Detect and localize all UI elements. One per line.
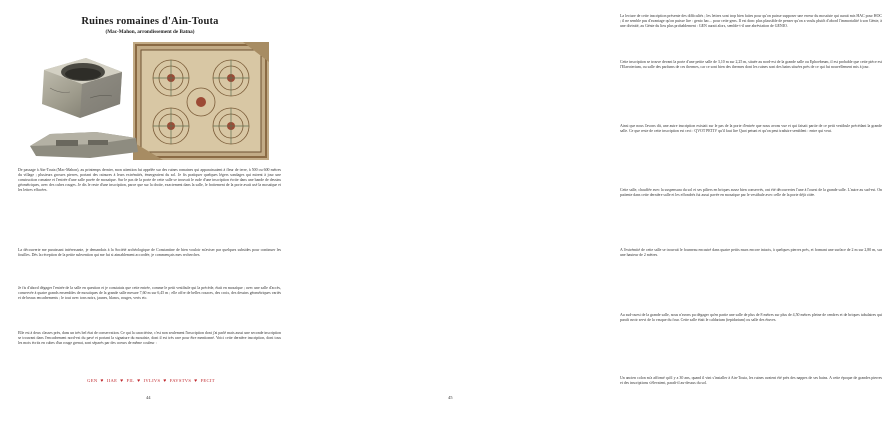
- heart-icon: ♥: [163, 379, 167, 384]
- right-page: [300, 0, 882, 424]
- left-paragraph-3: Je fis d'abord dégager l'entrée de la salle en question et je constatais que cette entrée, comme le petit vestibule qui la précède, était en mosaïque ; avec une salle d'accès, conservée à quatre grands ensembles de mosaïques de la grande salle mesure 7,60 m sur 6,45 m ; elle offre de belles rosaces, des croix, des dessins géométriques variés et de beaux encadrements ; le tout avec tons noirs, jaunes, blancs, rouges, verts etc.: [18, 286, 281, 301]
- right-paragraph-2: Cette inscription se trouve devant la porte d'une petite salle de 3,10 m sur 2,25 m, située au nord-est de la grande salle ou Ephoebeum, il est probable que cette pièce est l'Elaeoterium, ou salle des parfums de ces thermes, car ce sont bien des thermes dont les ruines sont des bains situées près de ce qui fut nouvellement mis à jour.: [620, 60, 882, 70]
- mosaic-photo: [133, 42, 269, 160]
- left-page: [0, 0, 300, 424]
- right-paragraph-3: Ainsi que nous l'avons dit, une autre inscription existait sur le pas de la porte d'entrée que nous avons vue et qui faisait partie de ce petit vestibule précédant la grande salle. Ce que reste de cette inscription est ceci : QVOT PETIV qu'il faut lire Quot petunt et qu'on peut traduire semblent : entre qui veut.: [620, 124, 882, 134]
- heart-icon: ♥: [137, 379, 141, 384]
- left-paragraph-1: De passage à Ain-Touta (Mac-Mahon), au printemps dernier, mon attention fut appelée sur des ruines romaines qui apparaissaient à fleur de terre, à 500 ou 600 mètres du village ; plusieurs grosses pierres, portant des rainures à leurs extrémités, émergeaient du sol. Je fis pratiquer quelques légers sondages qui mirent à jour une construction romaine et l'entrée d'une salle pavée de mosaïque. Sur le pas de la porte de cette salle se trouvait le rude d'une inscription écrite dans une bande de dessins géométriques, avec des cubes rouges. Je dis le reste d'une inscription, parce que sur la droite, exactement dans la salle, le frottement de la porte avait usé la mosaïque et les lettres effacées.: [18, 168, 281, 193]
- stone-fragment-image: [26, 126, 142, 160]
- article-title: Ruines romaines d'Ain-Touta: [81, 16, 219, 27]
- mosaic-inscription: [10, 378, 292, 384]
- stone-mortar-image: [30, 48, 130, 122]
- left-paragraph-2: La découverte me paraissant intéressante, je demandais à la Société archéologique de Constantine de bien vouloir m'aviser par quelques subsides pour continuer les fouilles. Dès la réception de la petite subvention qui me fut si aimablement accordée, je commençais mes recherches.: [18, 248, 281, 258]
- right-paragraph-5: A l'extrémité de cette salle se trouvait le fourneau encastré dans quatre petits murs encore intacts, à quelques pierres près, et formant une surface de 2 m sur 2,80 m, sur une hauteur de 2 mètres.: [620, 248, 882, 258]
- stone-mortar-photo: [30, 48, 130, 122]
- inscription-word: FAVSTVS: [169, 378, 192, 383]
- page-number-right: 45: [448, 395, 453, 400]
- right-paragraph-6: Au sud-ouest de la grande salle, nous n'avons pu dégager qu'en partie une salle de plus de 8 mètres sur plus de 4,50 mètres pleine de cendres et de briques tubulaires qui paraît avoir servi de la vasque du four. Cette salle était le caldarium (tepidarium) ou salle des étuves.: [620, 313, 882, 323]
- inscription-word: IVLIVS: [143, 378, 161, 383]
- inscription-word: FECIT: [200, 378, 215, 383]
- stone-fragment-photo: [26, 126, 142, 160]
- inscription-word: FIL: [126, 378, 135, 383]
- heart-icon: ♥: [120, 379, 124, 384]
- inscription-word: GEN: [87, 378, 98, 383]
- mosaic-image: [133, 42, 269, 160]
- page-number-left: 44: [146, 395, 151, 400]
- heart-icon: ♥: [194, 379, 198, 384]
- heart-icon: ♥: [100, 379, 104, 384]
- left-paragraph-4: Elle est à deux classes près, dans un très bel état de conservation. Ce qui la caractérise, c'est non seulement l'inscription dont j'ai parlé mais aussi une seconde inscription se trouvant dans l'encadrement nord-est du pavé et portant la signature du mosaïste, dont il est très rare pour être mentionné. Voici cette dernière inscription, dont tous les mots écrits en cubes d'un rouge grenat, sont séparés par des coeurs de même couleur :: [18, 331, 281, 346]
- inscription-word: IIAE: [106, 378, 118, 383]
- right-paragraph-1: La lecture de cette inscription présente des difficultés ; les lettres sont trop bien faites pour qu'on puisse supposer une erreur du mosaïste qui aurait mis HAC pour HOC ; il ne semble pas d'avantage qu'on puisse lire : genio hac... pour cette gens. Il est donc plus plausible de penser qu'on a voulu plutôt d'abord l'immortalité à son Génie, à une divinité, au Génie du lieu plus probablement : GEN aurait alors, semble-t-il une abréviation de GENIO.: [620, 14, 882, 29]
- right-paragraph-4: Cette salle, chauffée avec la suspensura du sol et ses piliers en briques assez bien conservés, ont été découvertes l'une à l'ouest de la grande salle. L'autre au sud-est. On patiente dans cette dernière salle et les effondrés fut aussi pavée en mosaïque par le vestibule avec celle de la porte déjà citée.: [620, 188, 882, 198]
- right-paragraph-7: Un ancien colon m'a affirmé qu'il y a 30 ans, quand il vint s'installer à Ain-Touta, les ruines avaient été près des nappes de ses bains. A cette époque de grandes pierres et des inscriptions s'élevaient, paraît-il au-dessus du sol.: [620, 376, 882, 386]
- article-subtitle: (Mac-Mahon, arrondissement de Batna): [105, 29, 195, 35]
